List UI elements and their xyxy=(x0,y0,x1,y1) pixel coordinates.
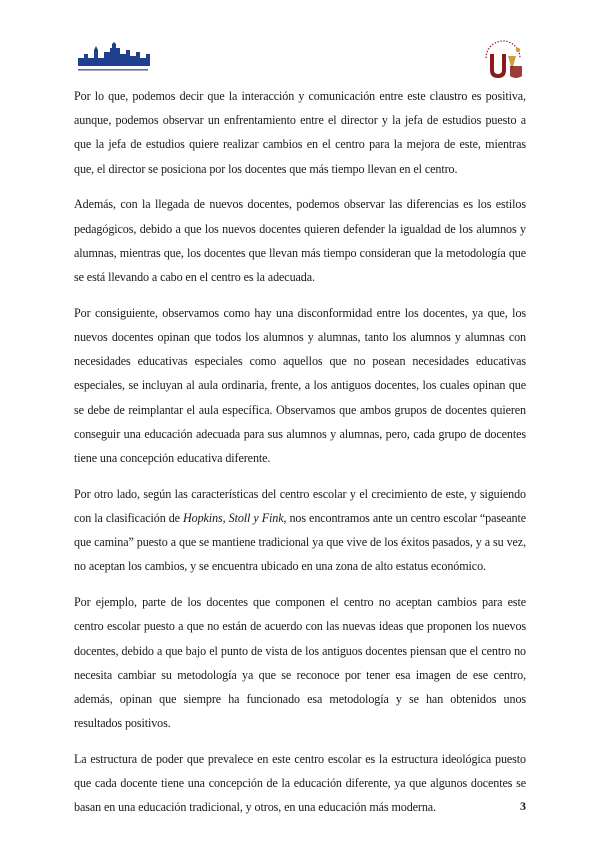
university-seal-logo-icon xyxy=(478,36,528,82)
paragraph-4-text-before: Por otro lado, según las características del centro escolar y el crecimiento de este, y siguiendo con la clasificación de xyxy=(74,486,526,526)
paragraph-4-text-after: nos encontramos ante un centro escolar “paseante que camina” puesto a que se mantiene tradicional ya que vive de los éxitos pasados, y a su vez, no aceptan los cambios, y se encuentra ubicado en una zona de alto estatus económico. xyxy=(74,511,527,574)
page-header xyxy=(74,36,528,82)
document-body xyxy=(74,84,526,831)
paragraph-6: La estructura de poder que prevalece en este centro escolar es la estructura ideológica puesto que cada docente tiene una concepción de la educación diferente, ya que algunos docentes se basan en una educación tradicional, y otros, en una educación más moderna. xyxy=(74,752,526,815)
paragraph-2: Además, con la llegada de nuevos docentes, podemos observar las diferencias es los estilos pedagógicos, debido a que los nuevos docentes quieren defender la igualdad de los alumnos y alumnas, mientras que, los docentes que llevan más tiempo consideran que la metodología que se está llevando a cabo en el centro es la adecuada. xyxy=(74,197,526,285)
paragraph-3: Por consiguiente, observamos como hay una disconformidad entre los docentes, ya que, los nuevos docentes opinan que todos los alumnos y alumnas, tanto los alumnos y alumnas con necesidades educativas especiales como aquellos que no posean necesidades educativas especiales, se incluyan al aula ordinaria, frente, a los antiguos docentes, los cuales opinan que se debe de reimplantar el aula específica. Observamos que ambos grupos de docentes quieren conseguir una educación adecuada para sus alumnos y alumnas, pero, cada grupo de docentes tiene una concepción educativa diferente. xyxy=(74,305,526,466)
page-number: 3 xyxy=(520,799,526,813)
castle-skyline-logo-icon xyxy=(74,36,156,76)
paragraph-4 xyxy=(74,482,526,579)
paragraph-1: Por lo que, podemos decir que la interacción y comunicación entre este claustro es positiva, aunque, podemos observar un enfrentamiento entre el director y la jefa de estudios puesto a que la jefa de estudios quiere realizar cambios en el centro para la mejora de este, mientras que, el director se posiciona por los docentes que más tiempo llevan en el centro. xyxy=(74,89,526,176)
paragraph-5: Por ejemplo, parte de los docentes que componen el centro no aceptan cambios para este centro escolar puesto a que no están de acuerdo con las nuevas ideas que proponen los nuevos docentes, debido a que bajo el punto de vista de los antiguos docentes piensan que el centro no necesita cambiar su metodología ya que se reconoce por tener esa imagen de ese centro, además, opinan que siempre ha funcionado esa metodología y se han obtenidos unos resultados positivos. xyxy=(74,595,526,731)
cited-authors: Hopkins, Stoll y Fink, xyxy=(183,511,287,526)
